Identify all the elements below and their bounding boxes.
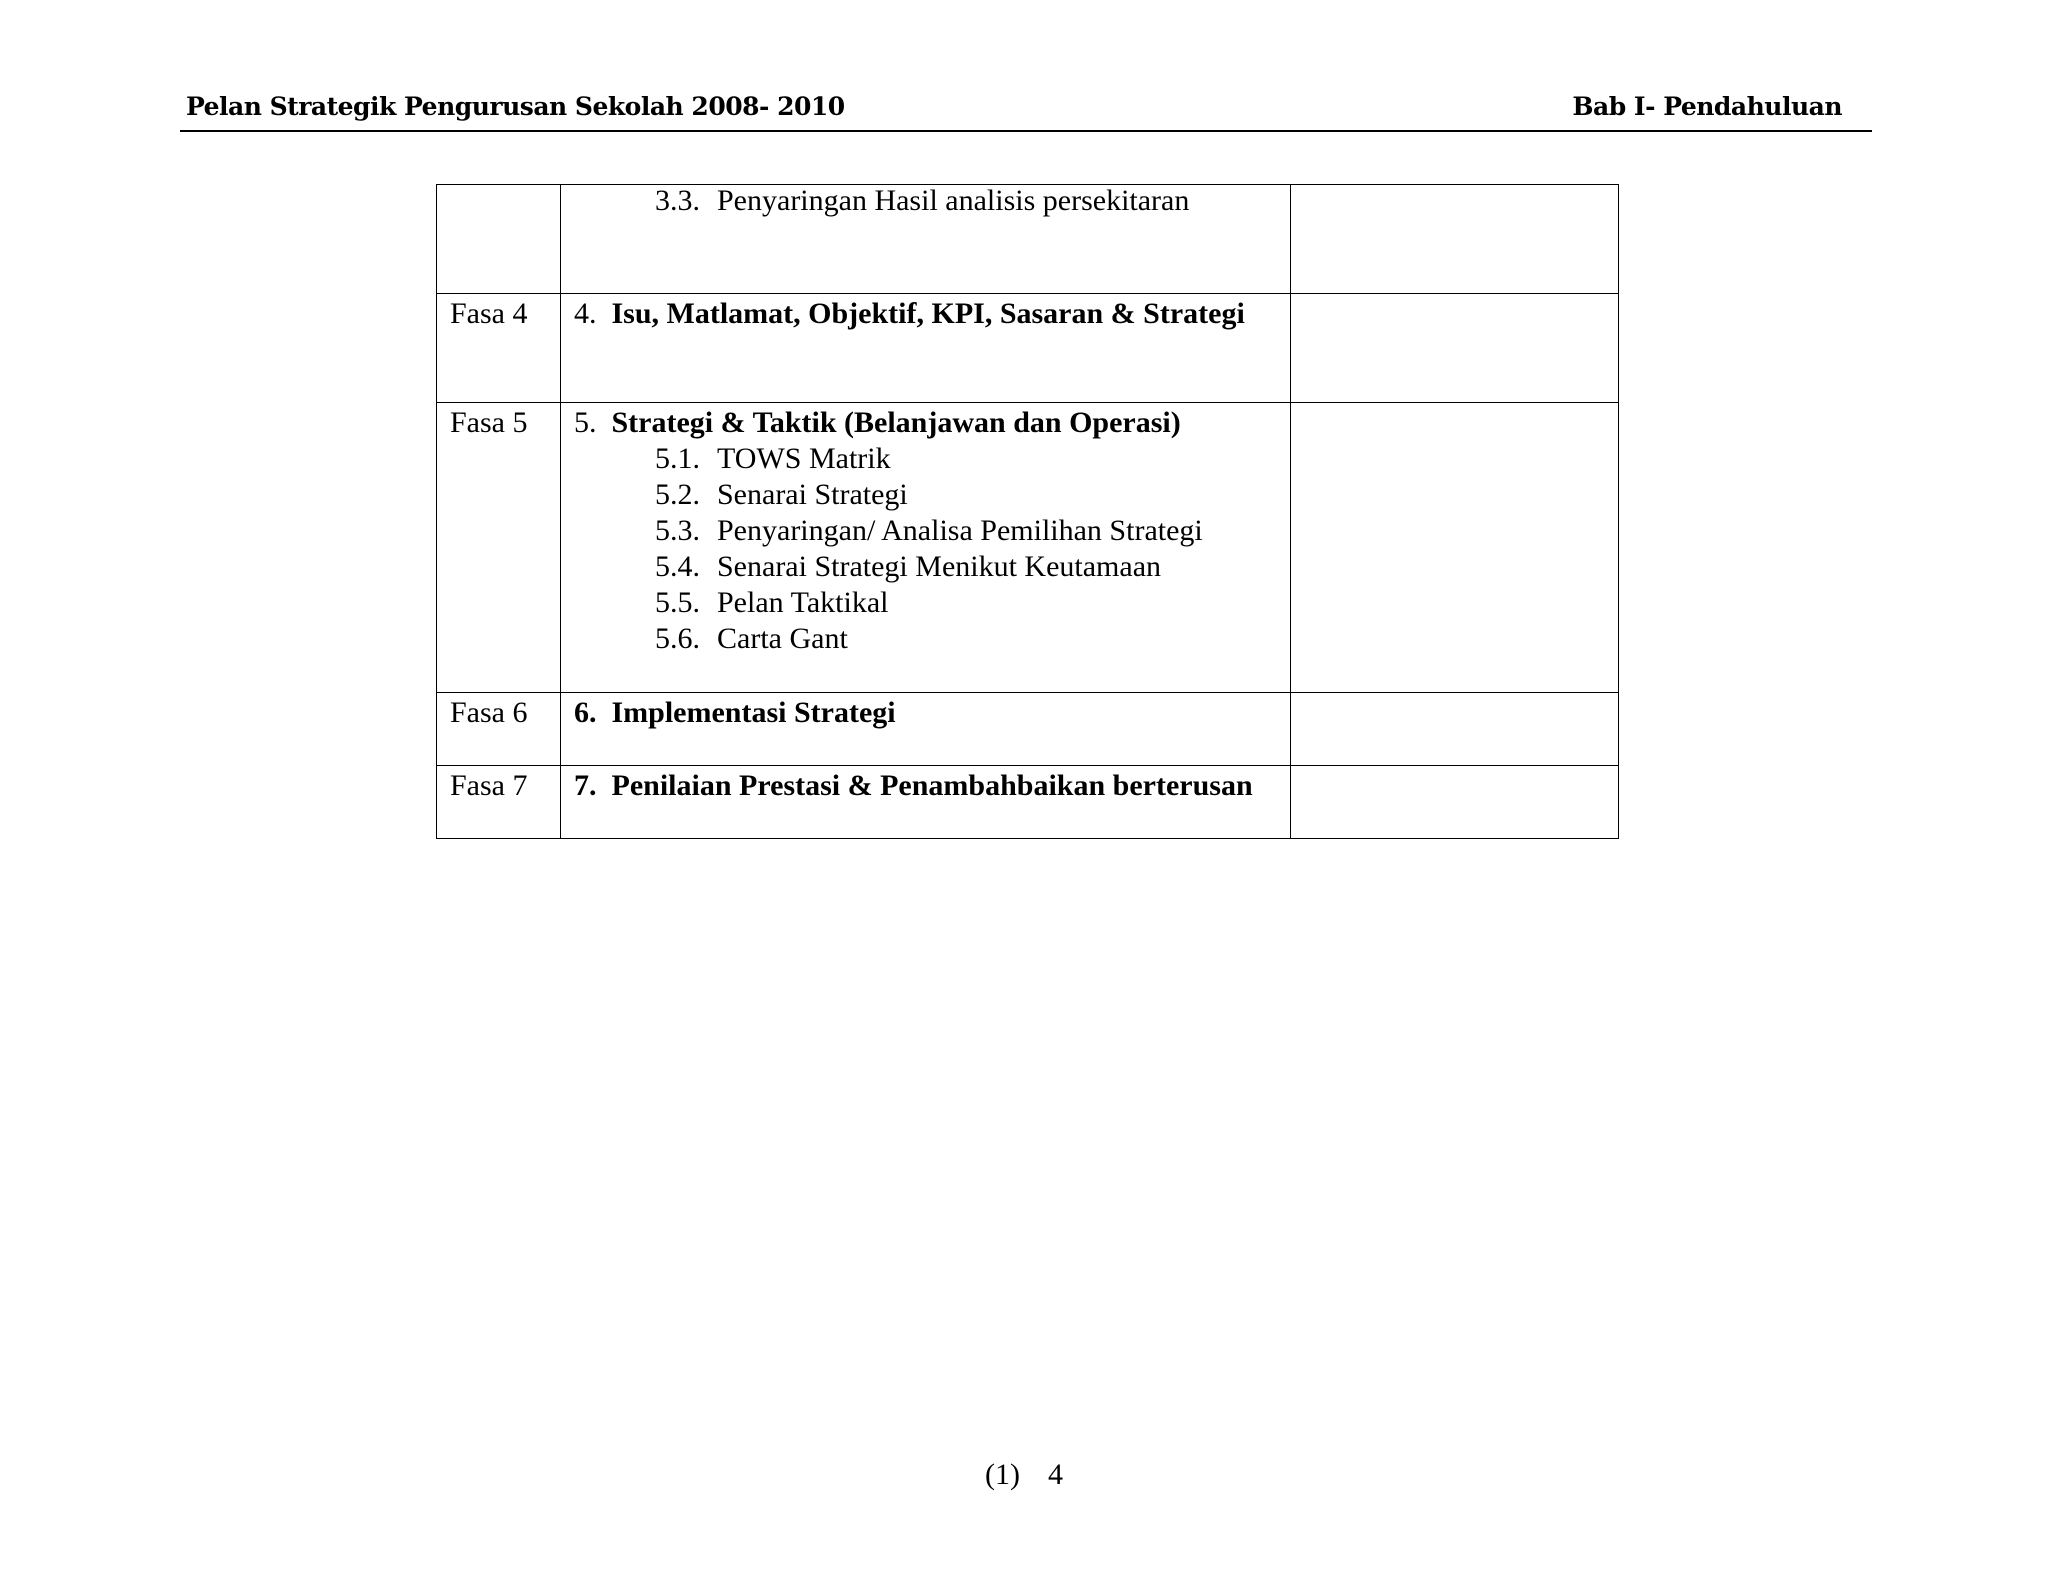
chapter-title: Bab I- Pendahuluan [1572,92,1842,121]
heading-number: 7. [574,769,597,802]
phase-cell: Fasa 6 [437,693,561,766]
subitem-list [574,183,1277,219]
activity-cell [561,403,1291,693]
notes-cell [1291,403,1619,693]
subitem-number: 5.5. [655,586,700,619]
heading-text: Penilaian Prestasi & Penambahbaikan berterusan [611,769,1253,802]
notes-cell [1291,185,1619,294]
list-item [574,513,1277,549]
subitem-text: Senarai Strategi Menikut Keutamaan [717,550,1162,583]
page-number-prefix: (1) [985,1458,1020,1491]
phase-cell: Fasa 5 [437,403,561,693]
subitem-number: 5.6. [655,622,700,655]
subitem-text: Penyaringan Hasil analisis persekitaran [717,184,1190,217]
subitem-text: Pelan Taktikal [717,586,889,619]
activity-cell [561,693,1291,766]
table-row [437,766,1619,839]
list-item [574,183,1277,219]
phase-heading [574,405,1277,441]
list-item [574,441,1277,477]
list-item [574,621,1277,657]
activity-cell [561,294,1291,403]
subitem-list [574,441,1277,657]
list-item [574,549,1277,585]
phase-cell: Fasa 4 [437,294,561,403]
subitem-number: 5.3. [655,514,700,547]
heading-text: Strategi & Taktik (Belanjawan dan Operasi) [611,406,1181,439]
list-item [574,477,1277,513]
page-number [0,1458,2048,1492]
heading-number: 5. [574,406,597,439]
activity-cell [561,766,1291,839]
phase-cell: Fasa 7 [437,766,561,839]
phase-table [436,184,1619,839]
table-row [437,185,1619,294]
activity-cell [561,185,1291,294]
phase-heading [574,296,1277,332]
subitem-text: Penyaringan/ Analisa Pemilihan Strategi [717,514,1203,547]
heading-text: Implementasi Strategi [611,696,896,729]
heading-number: 4. [574,297,597,330]
heading-number: 6. [574,696,597,729]
subitem-number: 5.2. [655,478,700,511]
list-item [574,585,1277,621]
notes-cell [1291,766,1619,839]
table-row [437,294,1619,403]
phase-cell [437,185,561,294]
subitem-text: Carta Gant [717,622,848,655]
notes-cell [1291,693,1619,766]
table-row [437,403,1619,693]
page-header [180,92,1872,132]
phase-heading [574,695,1277,731]
subitem-text: Senarai Strategi [717,478,908,511]
document-title: Pelan Strategik Pengurusan Sekolah 2008- 2010 [186,92,845,121]
notes-cell [1291,294,1619,403]
table-row [437,693,1619,766]
phase-heading [574,768,1277,804]
subitem-text: TOWS Matrik [717,442,891,475]
subitem-number: 3.3. [655,184,700,217]
subitem-number: 5.4. [655,550,700,583]
heading-text: Isu, Matlamat, Objektif, KPI, Sasaran & Strategi [611,297,1245,330]
subitem-number: 5.1. [655,442,700,475]
page-number-value: 4 [1047,1458,1063,1491]
